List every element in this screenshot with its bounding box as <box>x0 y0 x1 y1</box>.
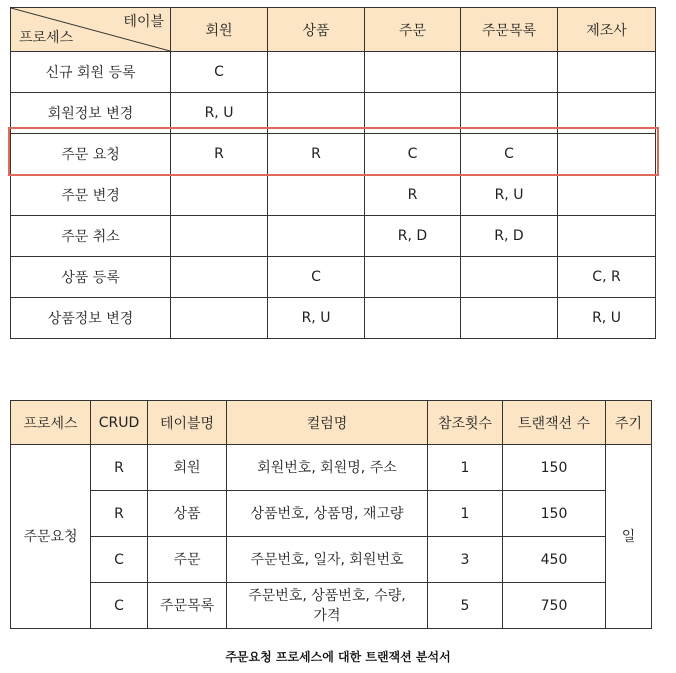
transactions-cell: 450 <box>503 537 606 583</box>
table-name-cell: 주문목록 <box>148 583 227 629</box>
table-name-cell: 상품 <box>148 491 227 537</box>
process-name: 주문 취소 <box>11 216 171 257</box>
crud-cell: R, U <box>171 93 268 134</box>
columns-cell: 회원번호, 회원명, 주소 <box>227 445 428 491</box>
figure-caption: 주문요청 프로세스에 대한 트랜잭션 분석서 <box>225 650 451 664</box>
refs-cell: 5 <box>428 583 503 629</box>
process-name: 상품정보 변경 <box>11 298 171 339</box>
process-name: 주문 변경 <box>11 175 171 216</box>
crud-cell: R, U <box>461 175 558 216</box>
crud-cell <box>365 257 461 298</box>
crud-cell: C <box>91 537 148 583</box>
crud-cell <box>268 175 365 216</box>
crud-cell: R, D <box>365 216 461 257</box>
column-header: 주기 <box>606 401 652 445</box>
crud-cell <box>171 257 268 298</box>
column-header: CRUD <box>91 401 148 445</box>
crud-cell: R <box>365 175 461 216</box>
crud-cell <box>461 298 558 339</box>
matrix-row <box>11 175 656 216</box>
crud-cell <box>461 257 558 298</box>
columns-line: 주문번호, 상품번호, 수량, <box>248 587 406 604</box>
transactions-cell: 150 <box>503 445 606 491</box>
matrix-row <box>11 93 656 134</box>
crud-cell: C <box>268 257 365 298</box>
refs-cell: 1 <box>428 491 503 537</box>
columns-cell: 주문번호, 일자, 회원번호 <box>227 537 428 583</box>
column-header: 컬럼명 <box>227 401 428 445</box>
crud-cell: R, U <box>268 298 365 339</box>
crud-cell: C <box>461 134 558 175</box>
crud-cell <box>461 93 558 134</box>
crud-cell <box>268 52 365 93</box>
columns-line: 가격 <box>313 607 341 624</box>
table-row <box>11 537 652 583</box>
corner-header <box>11 8 171 52</box>
crud-cell: R <box>268 134 365 175</box>
matrix-row <box>11 216 656 257</box>
column-header: 상품 <box>268 8 365 52</box>
crud-cell <box>171 298 268 339</box>
crud-cell <box>365 52 461 93</box>
crud-cell <box>558 175 656 216</box>
transaction-table <box>10 400 652 629</box>
column-header: 테이블명 <box>148 401 227 445</box>
process-name: 신규 회원 등록 <box>11 52 171 93</box>
column-header: 주문목록 <box>461 8 558 52</box>
crud-cell <box>558 93 656 134</box>
process-name: 주문 요청 <box>11 134 171 175</box>
crud-matrix-table <box>10 7 656 339</box>
column-header: 프로세스 <box>11 401 91 445</box>
refs-cell: 1 <box>428 445 503 491</box>
crud-cell <box>171 216 268 257</box>
table-row <box>11 491 652 537</box>
corner-tables-label: 테이블 <box>123 14 164 30</box>
crud-cell <box>558 52 656 93</box>
matrix-row <box>11 298 656 339</box>
matrix-row <box>11 257 656 298</box>
column-header: 회원 <box>171 8 268 52</box>
table-row <box>11 445 652 491</box>
column-header: 제조사 <box>558 8 656 52</box>
crud-cell: C <box>91 583 148 629</box>
crud-cell: R, U <box>558 298 656 339</box>
crud-cell: R <box>91 491 148 537</box>
corner-process-label: 프로세스 <box>19 30 74 46</box>
process-cell: 주문요청 <box>11 445 91 629</box>
crud-cell <box>365 93 461 134</box>
table-name-cell: 주문 <box>148 537 227 583</box>
process-name: 상품 등록 <box>11 257 171 298</box>
crud-cell <box>461 52 558 93</box>
transactions-cell: 150 <box>503 491 606 537</box>
column-header: 트랜잭션 수 <box>503 401 606 445</box>
crud-cell: R <box>91 445 148 491</box>
column-header: 주문 <box>365 8 461 52</box>
transactions-cell: 750 <box>503 583 606 629</box>
crud-cell: C <box>171 52 268 93</box>
columns-cell <box>227 583 428 629</box>
crud-cell: R, D <box>461 216 558 257</box>
table-row <box>11 583 652 629</box>
crud-cell: C <box>365 134 461 175</box>
column-header: 참조횟수 <box>428 401 503 445</box>
crud-cell <box>171 175 268 216</box>
crud-cell <box>558 216 656 257</box>
cycle-cell: 일 <box>606 445 652 629</box>
crud-cell: R <box>171 134 268 175</box>
matrix-row-highlighted <box>11 134 656 175</box>
crud-cell <box>268 93 365 134</box>
table-name-cell: 회원 <box>148 445 227 491</box>
columns-cell: 상품번호, 상품명, 재고량 <box>227 491 428 537</box>
crud-cell <box>365 298 461 339</box>
crud-cell <box>268 216 365 257</box>
crud-cell: C, R <box>558 257 656 298</box>
refs-cell: 3 <box>428 537 503 583</box>
crud-cell <box>558 134 656 175</box>
matrix-row <box>11 52 656 93</box>
process-name: 회원정보 변경 <box>11 93 171 134</box>
